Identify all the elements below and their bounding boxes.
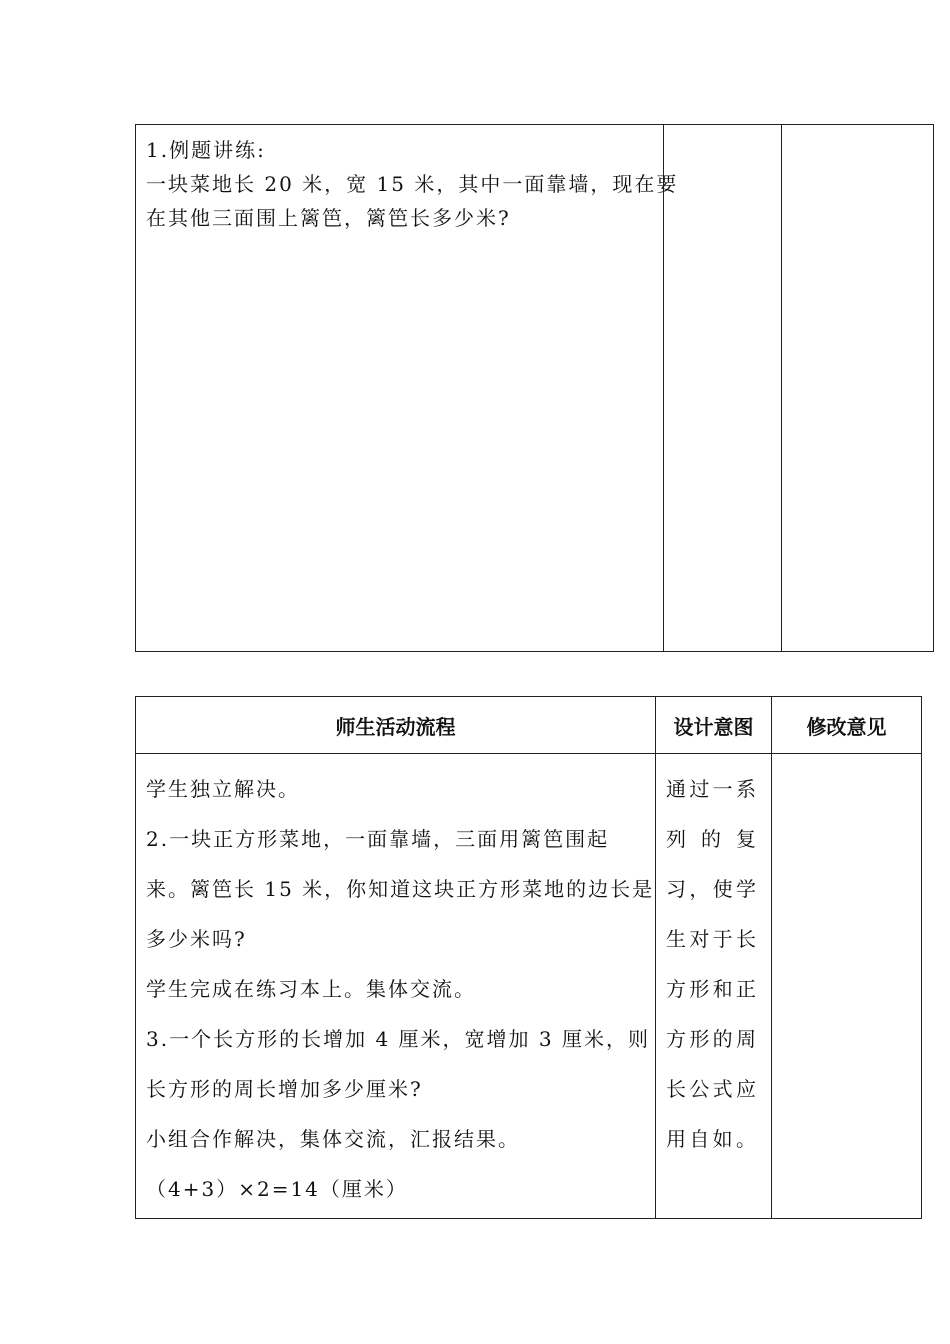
design-intent-cell — [656, 754, 772, 1219]
text-line: 1.例题讲练: — [146, 138, 266, 162]
text-line: 多少米吗? — [146, 927, 247, 951]
intent-line: 长公式应 — [666, 1077, 758, 1101]
lesson-table-top — [135, 124, 934, 652]
revision-cell — [772, 754, 922, 1219]
intent-line: 列的复 — [666, 827, 758, 851]
activity-content — [136, 754, 655, 1218]
activity-cell — [136, 125, 679, 652]
text-line: 3.一个长方形的长增加 4 厘米，宽增加 3 厘米，则 — [146, 1027, 650, 1051]
text-line: 小组合作解决，集体交流，汇报结果。 — [146, 1127, 520, 1151]
text-line: 学生独立解决。 — [146, 777, 300, 801]
intent-line: 方形和正 — [666, 977, 758, 1001]
activity-cell — [136, 754, 656, 1219]
intent-line: 习，使学 — [666, 877, 758, 901]
text-line: 2.一块正方形菜地，一面靠墙，三面用篱笆围起 — [146, 827, 610, 851]
text-line: 长方形的周长增加多少厘米? — [146, 1077, 423, 1101]
intent-line: 方形的周 — [666, 1027, 758, 1051]
design-intent-content — [656, 754, 771, 1164]
intent-line: 通过一系 — [666, 777, 758, 801]
content-row — [136, 754, 922, 1219]
header-design-intent: 设计意图 — [656, 697, 772, 754]
design-intent-cell — [664, 125, 782, 652]
header-row — [136, 697, 922, 754]
text-line: 学生完成在练习本上。集体交流。 — [146, 977, 476, 1001]
text-line: 在其他三面围上篱笆，篱笆长多少米? — [146, 206, 511, 230]
intent-line: 用自如。 — [666, 1127, 758, 1151]
header-activity-flow: 师生活动流程 — [136, 697, 656, 754]
text-line: （4+3）×2=14（厘米） — [146, 1177, 408, 1201]
text-line: 一块菜地长 20 米，宽 15 米，其中一面靠墙，现在要 — [146, 172, 679, 196]
text-line: 来。篱笆长 15 米，你知道这块正方形菜地的边长是 — [146, 877, 655, 901]
revision-cell — [782, 125, 934, 652]
header-revision-notes: 修改意见 — [772, 697, 922, 754]
lesson-table-bottom — [135, 696, 922, 1219]
intent-line: 生对于长 — [666, 927, 758, 951]
activity-content — [136, 125, 679, 651]
